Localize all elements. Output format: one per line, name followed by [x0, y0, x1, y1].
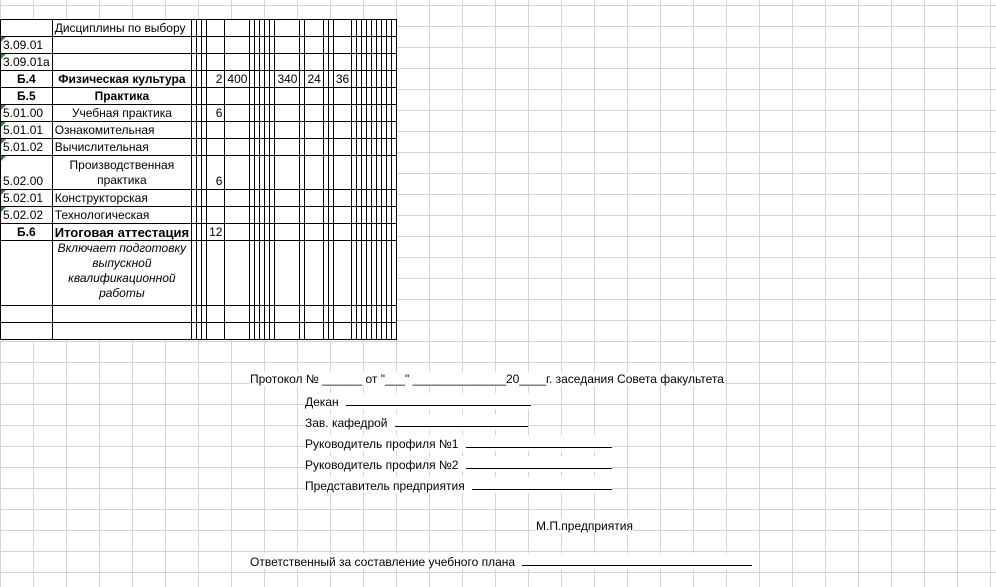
cell-value[interactable]: 24 [305, 71, 323, 88]
profile2-signature-field[interactable] [466, 456, 612, 469]
responsible-line [250, 553, 752, 569]
table-row [1, 105, 397, 122]
cell-name[interactable]: Конструкторская [52, 190, 191, 207]
cell-name[interactable]: Итоговая аттестация [52, 224, 191, 241]
responsible-label: Ответственный за составление учебного плана [250, 555, 516, 569]
profile1-signature-field[interactable] [466, 435, 612, 448]
cell-code[interactable]: 5.01.01 [1, 122, 53, 139]
profile1-label: Руководитель профиля №1 [305, 437, 459, 451]
seal-label: М.П.предприятия [536, 519, 633, 533]
dean-label: Декан [305, 395, 339, 409]
head-line [305, 414, 528, 430]
table-row [1, 323, 397, 340]
cell-name[interactable]: Технологическая [52, 207, 191, 224]
cell-code[interactable]: Б.5 [1, 88, 53, 105]
table-row [1, 306, 397, 323]
dean-line [305, 393, 531, 409]
table-row [1, 71, 397, 88]
cell-note[interactable]: Включает подготовку выпускной квалификационной работы [52, 241, 191, 306]
cell-code[interactable] [1, 241, 53, 306]
table-row [1, 122, 397, 139]
cell-name[interactable]: Учебная практика [52, 105, 191, 122]
cell-value[interactable]: 36 [333, 71, 351, 88]
cell-value[interactable]: 6 [207, 105, 225, 122]
cell-value[interactable]: 12 [207, 224, 225, 241]
cell-name[interactable]: Производственная практика [52, 156, 191, 190]
cell-code[interactable]: 5.02.01 [1, 190, 53, 207]
table-row [1, 139, 397, 156]
cell-code[interactable]: Б.4 [1, 71, 53, 88]
cell-code[interactable]: 5.02.00 [1, 156, 53, 190]
table-row [1, 224, 397, 241]
table-row [1, 88, 397, 105]
protocol-line: Протокол № ______ от "___" ______________20____г. заседания Совета факультета [250, 372, 724, 386]
cell-code[interactable]: 3.09.01 [1, 37, 53, 54]
cell-name[interactable] [52, 37, 191, 54]
head-signature-field[interactable] [395, 414, 528, 427]
profile2-label: Руководитель профиля №2 [305, 458, 459, 472]
cell-name[interactable]: Физическая культура [52, 71, 191, 88]
table-row [1, 37, 397, 54]
cell-value[interactable]: 400 [225, 71, 250, 88]
table-row [1, 190, 397, 207]
table-row [1, 20, 397, 37]
enterprise-label: Представитель предприятия [305, 479, 465, 493]
cell-code[interactable]: 5.01.00 [1, 105, 53, 122]
cell-code[interactable] [1, 20, 53, 37]
cell-name[interactable]: Дисциплины по выбору [52, 20, 191, 37]
responsible-signature-field[interactable] [522, 553, 752, 566]
enterprise-signature-field[interactable] [472, 477, 612, 490]
table-row [1, 156, 397, 190]
table-row [1, 207, 397, 224]
cell-value[interactable]: 2 [207, 71, 225, 88]
profile1-line [305, 435, 612, 451]
head-label: Зав. кафедрой [305, 416, 388, 430]
cell-name[interactable]: Вычислительная [52, 139, 191, 156]
cell-code[interactable]: 5.02.02 [1, 207, 53, 224]
cell-value[interactable]: 340 [275, 71, 300, 88]
cell-code[interactable]: 3.09.01а [1, 54, 53, 71]
cell-value[interactable]: 6 [207, 156, 225, 190]
profile2-line [305, 456, 612, 472]
curriculum-table [0, 19, 397, 340]
cell-name[interactable]: Практика [52, 88, 191, 105]
table-row [1, 54, 397, 71]
enterprise-line [305, 477, 612, 493]
cell-name[interactable] [52, 54, 191, 71]
cell-name[interactable]: Ознакомительная [52, 122, 191, 139]
cell-code[interactable]: 5.01.02 [1, 139, 53, 156]
table-row [1, 241, 397, 306]
cell-code[interactable]: Б.6 [1, 224, 53, 241]
dean-signature-field[interactable] [346, 393, 531, 406]
